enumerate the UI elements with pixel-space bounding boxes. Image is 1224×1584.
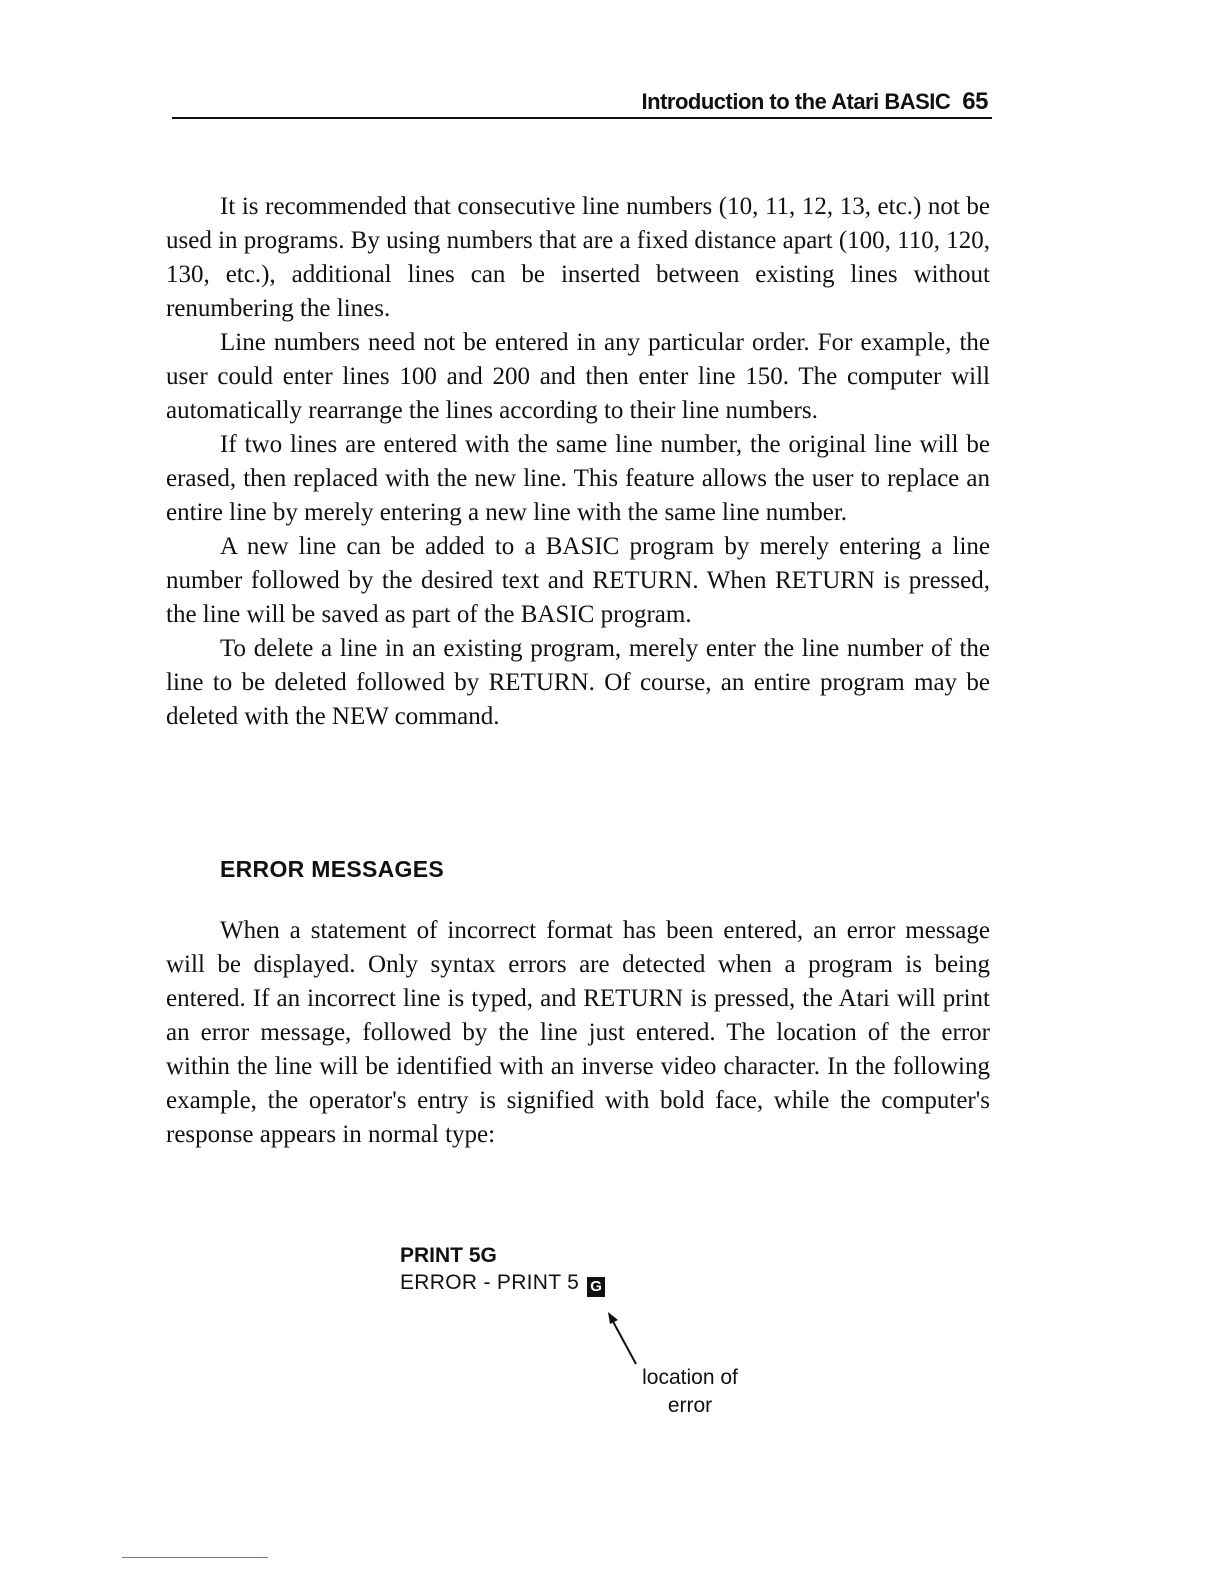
paragraph: When a statement of incorrect format has been entered, an error message will be displayed. Only syntax errors are detected when a program is being entered. If an incorrect line is typed, and RETURN is pressed, the Atari will print an error message, followed by the line just entered. The location of the error within the line will be identified with an inverse video character. In the following example, the operator's entry is signified with bold face, while the computer's response appears in normal type: — [166, 917, 990, 1148]
paragraph: A new line can be added to a BASIC program by merely entering a line number followed by the desired text and RETURN. When RETURN is pressed, the line will be saved as part of the BASIC program. — [166, 533, 990, 628]
paragraph: If two lines are entered with the same line number, the original line will be erased, then replaced with the new line. This feature allows the user to replace an entire line by merely entering a new line with the same line number. — [166, 431, 990, 526]
arrow-up-left-icon — [606, 1312, 640, 1368]
paragraph: Line numbers need not be entered in any particular order. For example, the user could enter lines 100 and 200 and then enter line 150. The computer will automatically rearrange the lines according to their line numbers. — [166, 329, 990, 424]
header-rule — [172, 117, 992, 119]
example-computer-response — [400, 1271, 605, 1297]
section-heading: ERROR MESSAGES — [220, 856, 445, 882]
paragraph: To delete a line in an existing program, merely enter the line number of the line to be deleted followed by RETURN. Of course, an entire program may be deleted with the NEW command. — [166, 635, 990, 730]
header-title-text: Introduction to the Atari BASIC — [641, 89, 951, 114]
body-text-top — [166, 190, 990, 734]
example-operator-entry: PRINT 5G — [400, 1244, 497, 1267]
inverse-video-char: G — [587, 1277, 605, 1297]
body-text-section — [166, 914, 990, 1152]
page-number: 65 — [962, 88, 988, 115]
footer-rule — [122, 1557, 268, 1558]
caption-line: error — [667, 1394, 713, 1417]
error-message-text: ERROR - PRINT 5 — [400, 1271, 580, 1294]
paragraph: It is recommended that consecutive line numbers (10, 11, 12, 13, etc.) not be used in programs. By using numbers that are a fixed distance apart (100, 110, 120, 130, etc.), additional lines can be inserted between existing lines without renumbering the lines. — [166, 193, 990, 322]
error-location-caption — [620, 1364, 760, 1420]
caption-line: location of — [642, 1366, 738, 1389]
header-title — [642, 88, 988, 116]
